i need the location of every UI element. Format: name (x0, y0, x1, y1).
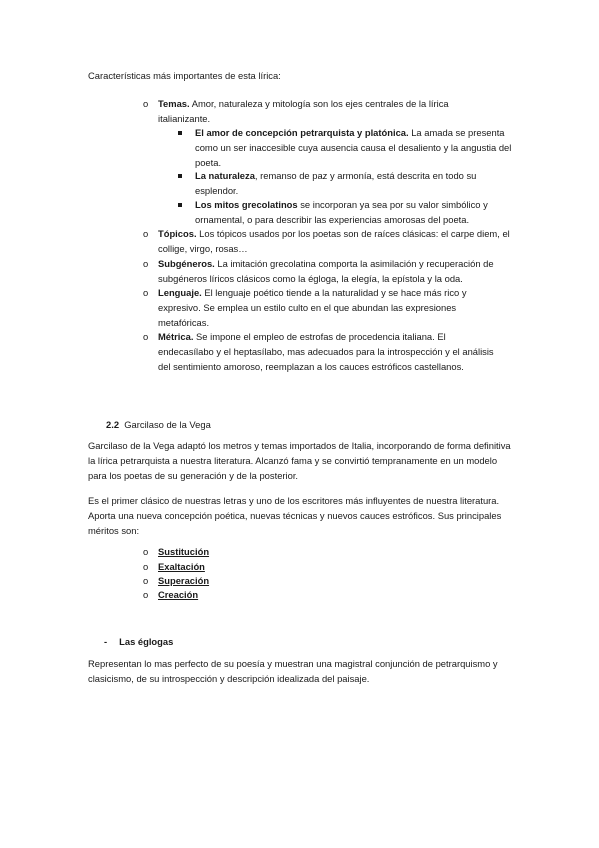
subheading-title: Las églogas (119, 636, 174, 647)
subitem-mitos (195, 197, 510, 227)
term-amor: El amor de concepción petrarquista y platónica. (195, 127, 409, 138)
bullet-o: o (143, 98, 149, 109)
subheading-dash: - (104, 636, 108, 647)
text-topicos: Los tópicos usados por los poetas son de raíces clásicas: el carpe diem, el collige, virgo, rosas… (158, 228, 510, 254)
merit-item (158, 544, 209, 559)
list-item-lenguaje (158, 285, 498, 330)
subheading (104, 634, 173, 649)
bullet-o: o (143, 546, 149, 557)
bullet-o: o (143, 331, 149, 342)
bullet-o: o (143, 561, 149, 572)
list-item-metrica (158, 329, 503, 374)
merit-item (158, 587, 198, 602)
text-mitos: se incorporan ya sea por su valor simbólico y ornamental, o para describir las experiencias amorosas del poeta. (195, 199, 488, 225)
paragraph-2: Es el primer clásico de nuestras letras y uno de los escritores más influyentes de nuestra literatura. Aporta una nueva concepción poética, nuevas técnicas y nuevos cauces estróficos. Sus principales méritos son: (88, 495, 502, 536)
bullet-o: o (143, 258, 149, 269)
term-temas: Temas. (158, 98, 190, 109)
text-naturaleza: , remanso de paz y armonía, está descrita en todo su esplendor. (195, 170, 477, 196)
merit-item (158, 573, 209, 588)
bullet-o: o (143, 589, 149, 600)
intro-line: Características más importantes de esta lírica: (88, 70, 281, 81)
list-item-temas (158, 96, 488, 126)
subitem-amor (195, 125, 520, 170)
text-lenguaje: El lenguaje poético tiende a la naturalidad y se hace más rico y expresivo. Se emplea un estilo culto en el que abundan las expresiones metafóricas. (158, 287, 467, 328)
text-metrica: Se impone el empleo de estrofas de procedencia italiana. El endecasílabo y el heptasílabo, mas adecuados para la introspección y el análisis del sentimiento amoroso, reemplazan a los cauces estróficos castellanos. (158, 331, 494, 372)
merit-label: Exaltación (158, 561, 205, 572)
section-title: Garcilaso de la Vega (124, 419, 211, 430)
text-temas: Amor, naturaleza y mitología son los ejes centrales de la lírica italianizante. (158, 98, 449, 124)
bullet-o: o (143, 575, 149, 586)
term-naturaleza: La naturaleza (195, 170, 255, 181)
list-item-topicos (158, 226, 523, 256)
square-bullet (178, 131, 182, 135)
square-bullet (178, 174, 182, 178)
paragraph-1: Garcilaso de la Vega adaptó los metros y temas importados de Italia, incorporando de forma definitiva la lírica petrarquista a nuestra literatura. Alcanzó fama y se convirtió tempranamente en un modelo para los poetas de su generación y de la posterior. (88, 440, 511, 481)
term-subgeneros: Subgéneros. (158, 258, 215, 269)
square-bullet (178, 203, 182, 207)
bullet-o: o (143, 287, 149, 298)
text-subgeneros: La imitación grecolatina comporta la asimilación y recuperación de subgéneros líricos clásicos como la égloga, la elegía, la epístola y la oda. (158, 258, 494, 284)
text-amor: La amada se presenta como un ser inaccesible cuya ausencia causa el desaliento y la angustia del poeta. (195, 127, 512, 168)
merit-item (158, 559, 205, 574)
merit-label: Sustitución (158, 546, 210, 557)
term-metrica: Métrica. (158, 331, 194, 342)
section-number: 2.2 (106, 419, 120, 430)
merit-label: Creación (158, 589, 199, 600)
term-mitos: Los mitos grecolatinos (195, 199, 298, 210)
term-lenguaje: Lenguaje. (158, 287, 202, 298)
paragraph-3: Representan lo mas perfecto de su poesía y muestran una magistral conjunción de petrarquismo y clasicismo, de su introspección y descripción idealizada del paisaje. (88, 658, 498, 684)
merit-label: Superación (158, 575, 210, 586)
section-heading (106, 417, 406, 432)
subitem-naturaleza (195, 168, 495, 198)
bullet-o: o (143, 228, 149, 239)
term-topicos: Tópicos. (158, 228, 197, 239)
list-item-subgeneros (158, 256, 523, 286)
